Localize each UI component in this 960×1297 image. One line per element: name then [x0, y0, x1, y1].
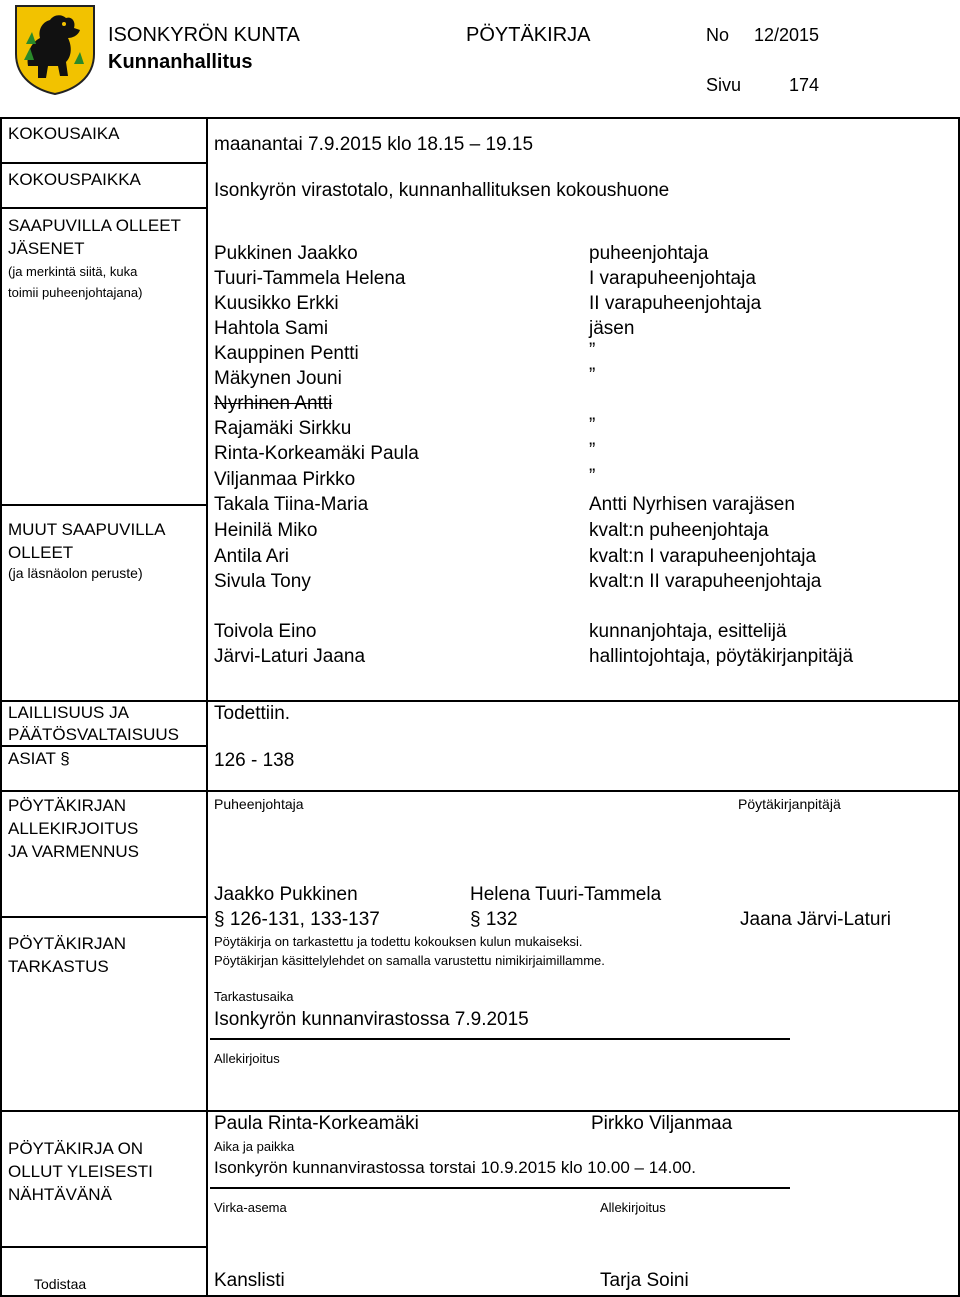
meeting-place-value: Isonkyrön virastotalo, kunnanhallituksen kokoushuone [214, 180, 670, 201]
review-text-2: Pöytäkirjan käsittelylehdet on samalla varustettu nimikirjaimillamme. [214, 953, 605, 968]
municipality-name: ISONKYRÖN KUNTA [108, 24, 300, 46]
meeting-time-label: KOKOUSAIKA [8, 124, 120, 143]
member-role: II varapuheenjohtaja [589, 293, 762, 314]
number-label: No [706, 25, 730, 45]
review-time-value: Isonkyrön kunnanvirastossa 7.9.2015 [214, 1009, 529, 1030]
page-number: 174 [789, 75, 820, 95]
other-role: kvalt:n II varapuheenjohtaja [589, 571, 822, 592]
position-label: Virka-asema [214, 1200, 287, 1215]
others-label: MUUT SAAPUVILLA [8, 520, 166, 539]
publication-signature-label: Allekirjoitus [600, 1200, 666, 1215]
acting-chair-sections: § 132 [470, 909, 518, 930]
review-text: Pöytäkirja on tarkastettu ja todettu kokouksen kulun mukaiseksi. [214, 934, 583, 949]
reviewer-name: Pirkko Viljanmaa [591, 1113, 733, 1134]
member-name: Kuusikko Erkki [214, 293, 339, 314]
member-role: I varapuheenjohtaja [589, 268, 756, 289]
member-name: Rinta-Korkeamäki Paula [214, 443, 419, 464]
present-label: SAAPUVILLA OLLEET [8, 216, 181, 235]
time-place-label: Aika ja paikka [214, 1139, 295, 1154]
legality-value: Todettiin. [214, 703, 291, 724]
signer-name: Tarja Soini [600, 1270, 689, 1291]
secretary-name: Jaana Järvi-Laturi [740, 909, 892, 930]
governing-body: Kunnanhallitus [108, 51, 253, 73]
chair-sections: § 126-131, 133-137 [214, 909, 380, 930]
member-role: ” [589, 365, 596, 386]
member-role: ” [589, 340, 596, 361]
chair-label: Puheenjohtaja [214, 796, 304, 812]
meeting-time-value: maanantai 7.9.2015 klo 18.15 – 19.15 [214, 134, 534, 155]
signing-label-3: JA VARMENNUS [8, 842, 139, 861]
member-name: Pukkinen Jaakko [214, 243, 358, 264]
secretary-label: Pöytäkirjanpitäjä [738, 796, 841, 812]
coat-of-arms-logo [14, 4, 96, 96]
document-type: PÖYTÄKIRJA [466, 24, 591, 46]
document-number: 12/2015 [754, 25, 820, 45]
member-name: Hahtola Sami [214, 318, 329, 339]
other-role: kvalt:n puheenjohtaja [589, 520, 769, 541]
review-underline [210, 1038, 790, 1040]
publication-label: PÖYTÄKIRJA ON [8, 1139, 144, 1158]
review-label: PÖYTÄKIRJAN [8, 934, 127, 953]
present-note: (ja merkintä siitä, kuka [8, 264, 138, 279]
chair-name: Jaakko Pukkinen [214, 884, 358, 905]
legality-label: LAILLISUUS JA [8, 703, 129, 722]
signing-label-2: ALLEKIRJOITUS [8, 819, 139, 838]
member-name: Kauppinen Pentti [214, 343, 359, 364]
matters-value: 126 - 138 [214, 750, 295, 771]
member-role: jäsen [589, 318, 635, 339]
signing-label: PÖYTÄKIRJAN [8, 796, 127, 815]
acting-chair-name: Helena Tuuri-Tammela [470, 884, 662, 905]
official-role: hallintojohtaja, pöytäkirjanpitäjä [589, 646, 854, 667]
member-role: ” [589, 466, 596, 487]
position-value: Kanslisti [214, 1270, 285, 1291]
official-name: Toivola Eino [214, 621, 317, 642]
official-name: Järvi-Laturi Jaana [214, 646, 366, 667]
legality-label-2: PÄÄTÖSVALTAISUUS [8, 725, 179, 744]
others-note: (ja läsnäolon peruste) [8, 565, 143, 581]
others-label-2: OLLEET [8, 543, 74, 562]
member-role: Antti Nyrhisen varajäsen [589, 494, 795, 515]
publication-underline [210, 1187, 790, 1189]
meeting-place-label: KOKOUSPAIKKA [8, 170, 141, 189]
time-place-value: Isonkyrön kunnanvirastossa torstai 10.9.2015 klo 10.00 – 14.00. [214, 1158, 696, 1177]
reviewer-name: Paula Rinta-Korkeamäki [214, 1113, 419, 1134]
member-name: Tuuri-Tammela Helena [214, 268, 406, 289]
publication-label-3: NÄHTÄVÄNÄ [8, 1185, 112, 1204]
member-name-absent: Nyrhinen Antti [214, 393, 333, 414]
publication-label-2: OLLUT YLEISESTI [8, 1162, 153, 1181]
present-note-2: toimii puheenjohtajana) [8, 285, 143, 300]
member-name: Rajamäki Sirkku [214, 418, 352, 439]
review-label-2: TARKASTUS [8, 957, 109, 976]
review-signature-label: Allekirjoitus [214, 1051, 280, 1066]
matters-label: ASIAT § [8, 749, 70, 768]
other-name: Antila Ari [214, 546, 289, 567]
official-role: kunnanjohtaja, esittelijä [589, 621, 787, 642]
certify-label: Todistaa [34, 1276, 87, 1292]
member-role: puheenjohtaja [589, 243, 709, 264]
page-label: Sivu [706, 75, 742, 95]
other-name: Heinilä Miko [214, 520, 318, 541]
member-role: ” [589, 415, 596, 436]
present-label-2: JÄSENET [8, 239, 85, 258]
member-name: Mäkynen Jouni [214, 368, 342, 389]
review-time-label: Tarkastusaika [214, 989, 294, 1004]
member-name: Viljanmaa Pirkko [214, 469, 356, 490]
other-name: Sivula Tony [214, 571, 311, 592]
member-name: Takala Tiina-Maria [214, 494, 369, 515]
other-role: kvalt:n I varapuheenjohtaja [589, 546, 817, 567]
member-role: ” [589, 440, 596, 461]
